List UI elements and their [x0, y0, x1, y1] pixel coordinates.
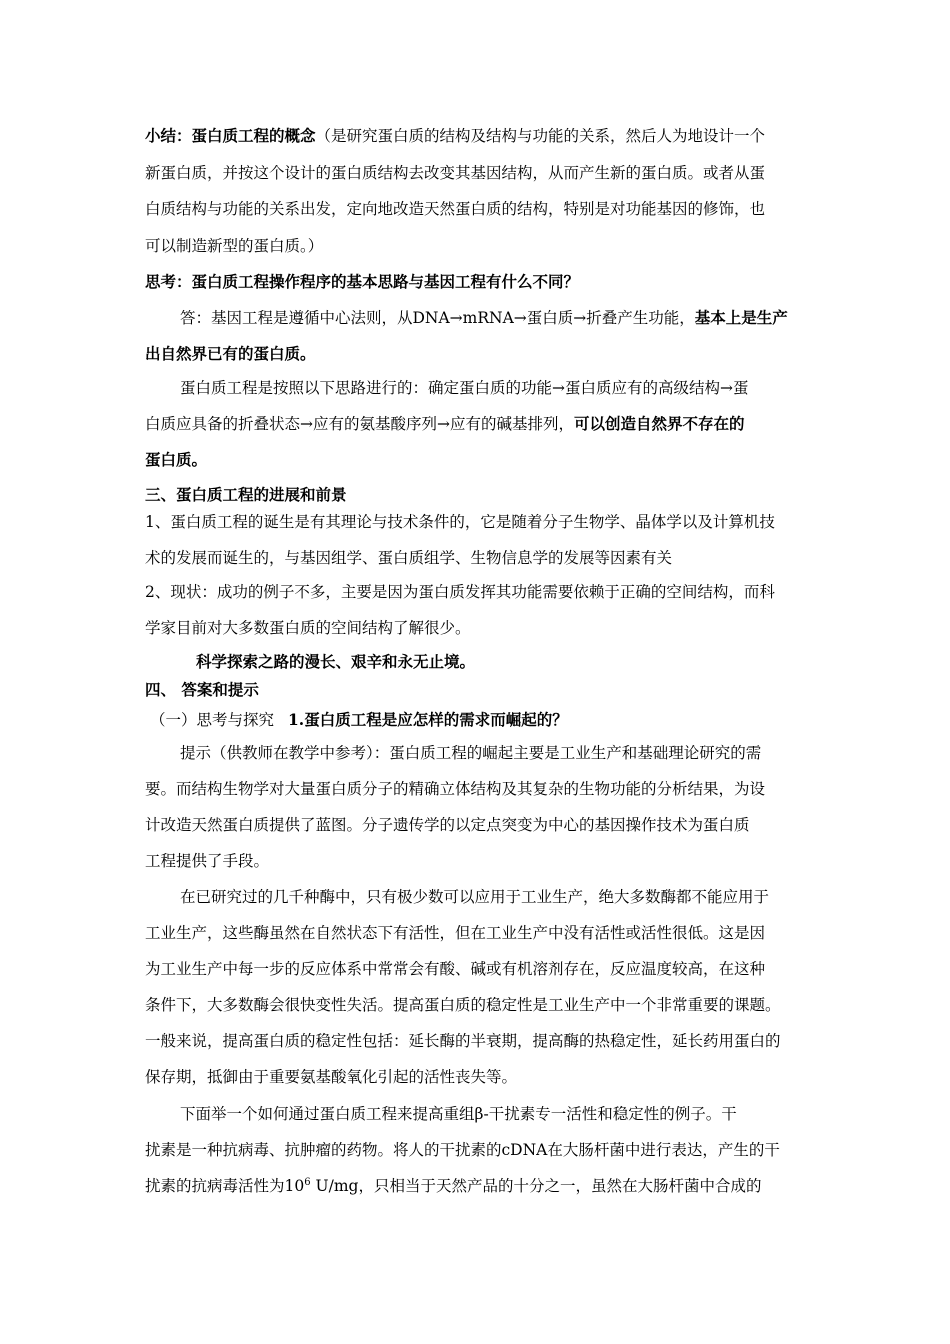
enzyme-line-2: 工业生产，这些酶虽然在自然状态下有活性，但在工业生产中没有活性或活性很低。这是因: [145, 924, 766, 942]
section-4-heading: 四、 答案和提示: [145, 680, 259, 699]
summary-line-3: 白质结构与功能的关系出发，定向地改造天然蛋白质的结构，特别是对功能基因的修饰，也: [145, 200, 766, 218]
interferon-line-2: 扰素是一种抗病毒、抗肿瘤的药物。将人的干扰素的cDNA在大肠杆菌中进行表达，产生的干: [145, 1141, 780, 1159]
subheading-question: 1.蛋白质工程是应怎样的需求而崛起的？: [288, 710, 568, 729]
section-3-heading: 三、蛋白质工程的进展和前景: [145, 485, 347, 504]
interferon-line-3: [145, 1176, 815, 1196]
section-4-subheading: [150, 710, 820, 730]
protein-eng-line-2: [145, 414, 815, 434]
interferon-exponent: 6: [304, 1176, 311, 1188]
summary-line-1: [145, 126, 815, 146]
section-3-p2-line-1: 2、现状：成功的例子不多，主要是因为蛋白质发挥其功能需要依赖于正确的空间结构，而科: [145, 583, 775, 601]
hint-line-3: 计改造天然蛋白质提供了蓝图。分子遗传学的以定点突变为中心的基因操作技术为蛋白质: [145, 816, 750, 834]
section-3-p1-line-1: 1、蛋白质工程的诞生是有其理论与技术条件的，它是随着分子生物学、晶体学以及计算机技: [145, 513, 775, 531]
interferon-text-3b: U/mg，只相当于天然产品的十分之一，虽然在大肠杆菌中合成的: [310, 1177, 762, 1195]
enzyme-line-5: 一般来说，提高蛋白质的稳定性包括：延长酶的半衰期，提高酶的热稳定性，延长药用蛋白的: [145, 1032, 781, 1050]
hint-line-1: 提示（供教师在教学中参考）：蛋白质工程的崛起主要是工业生产和基础理论研究的需: [180, 744, 762, 762]
summary-line-4: 可以制造新型的蛋白质。）: [145, 237, 324, 255]
section-3-p1-line-2: 术的发展而诞生的，与基因组学、蛋白质组学、生物信息学的发展等因素有关: [145, 549, 673, 567]
enzyme-line-4: 条件下，大多数酶会很快变性失活。提高蛋白质的稳定性是工业生产中一个非常重要的课题。: [145, 996, 781, 1014]
interferon-text-3a: 扰素的抗病毒活性为10: [145, 1177, 305, 1195]
protein-eng-text-2: 白质应具备的折叠状态→应有的氨基酸序列→应有的碱基排列，: [145, 415, 574, 433]
enzyme-line-1: 在已研究过的几千种酶中，只有极少数可以应用于工业生产，绝大多数酶都不能应用于: [180, 888, 770, 906]
answer-text-1: 答：基因工程是遵循中心法则，从DNA→mRNA→蛋白质→折叠产生功能，: [180, 309, 695, 327]
section-3-p2-line-2: 学家目前对大多数蛋白质的空间结构了解很少。: [145, 619, 471, 637]
answer-line-1: [180, 308, 820, 328]
protein-eng-line-1: 蛋白质工程是按照以下思路进行的：确定蛋白质的功能→蛋白质应有的高级结构→蛋: [180, 379, 749, 397]
summary-line-2: 新蛋白质，并按这个设计的蛋白质结构去改变其基因结构，从而产生新的蛋白质。或者从蛋: [145, 164, 766, 182]
summary-label: 小结：蛋白质工程的概念: [145, 126, 316, 145]
enzyme-line-6: 保存期，抵御由于重要氨基酸氧化引起的活性丧失等。: [145, 1068, 518, 1086]
think-question: 思考：蛋白质工程操作程序的基本思路与基因工程有什么不同？: [145, 272, 580, 291]
answer-bold-1: 基本上是生产: [694, 308, 788, 327]
summary-text-1: （是研究蛋白质的结构及结构与功能的关系，然后人为地设计一个: [315, 127, 766, 145]
protein-eng-bold-2: 可以创造自然界不存在的: [573, 414, 745, 433]
hint-line-2: 要。而结构生物学对大量蛋白质分子的精确立体结构及其复杂的生物功能的分析结果，为设: [145, 780, 766, 798]
hint-line-4: 工程提供了手段。: [145, 852, 270, 870]
answer-line-2: 出自然界已有的蛋白质。: [145, 344, 316, 363]
enzyme-line-3: 为工业生产中每一步的反应体系中常常会有酸、碱或有机溶剂存在，反应温度较高，在这种: [145, 960, 766, 978]
interferon-line-1: 下面举一个如何通过蛋白质工程来提高重组β-干扰素专一活性和稳定性的例子。干: [180, 1105, 737, 1123]
protein-eng-line-3: 蛋白质。: [145, 450, 208, 469]
section-3-motto: 科学探索之路的漫长、艰辛和永无止境。: [196, 652, 476, 671]
subheading-label: （一）思考与探究: [150, 711, 275, 729]
